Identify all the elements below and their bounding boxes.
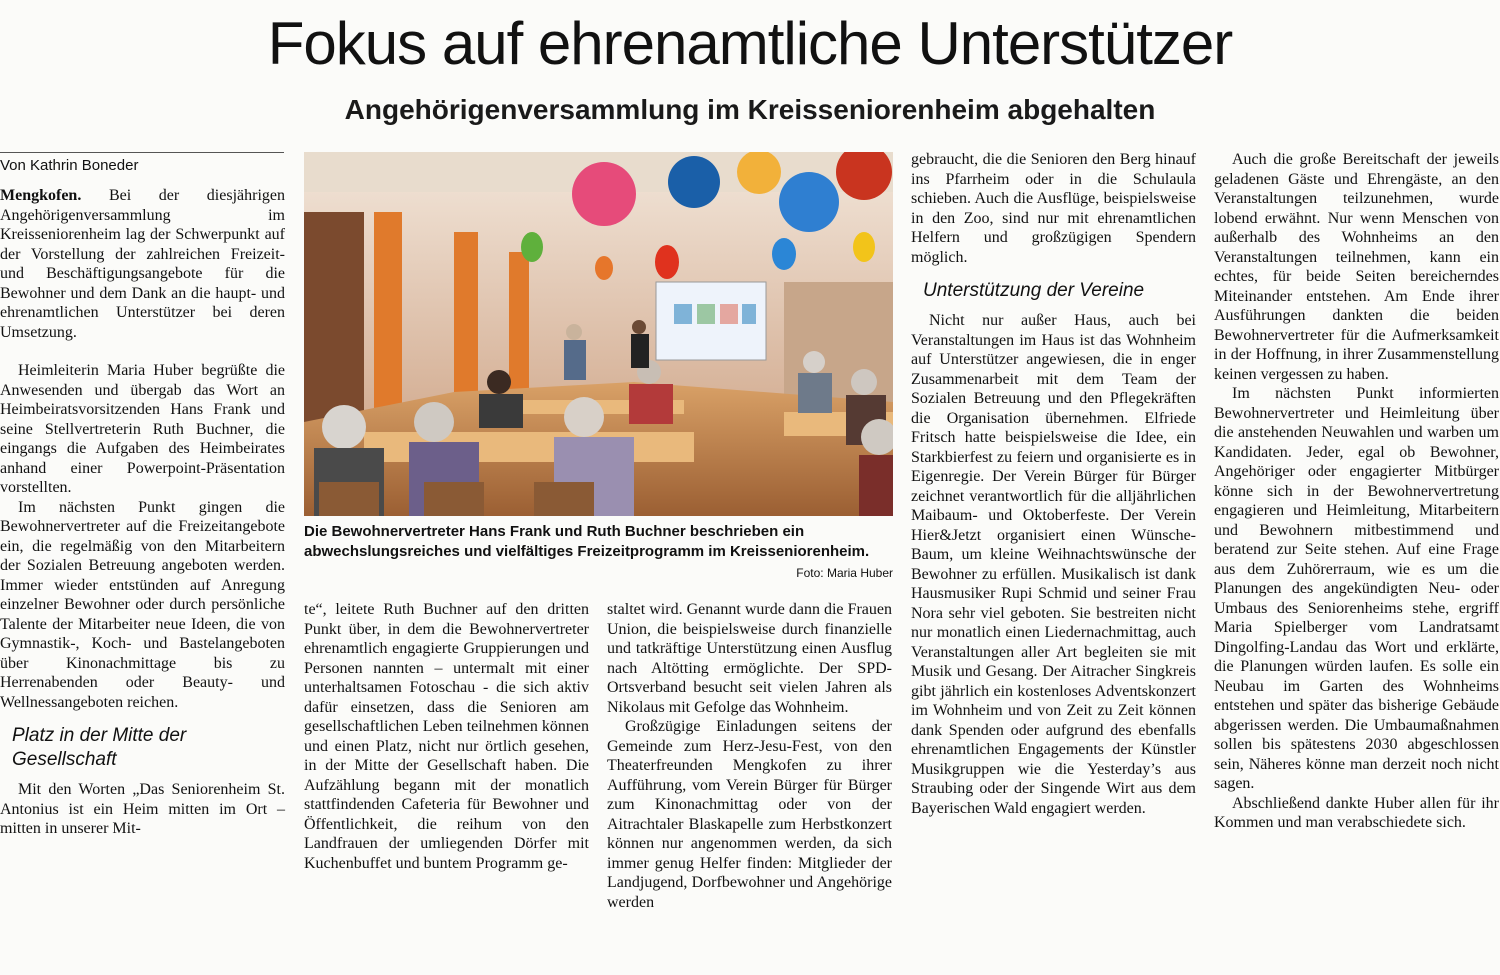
- paragraph: staltet wird. Genannt wurde dann die Frauen Union, die beispielsweise durch finanzielle und tatkräftige Unterstützung einen Ausflug nach Altötting ermöglichte. Der SPD-Ortsverband besucht seit vielen Jahren als Nikolaus mit Gefolge das Wohnheim.: [607, 601, 892, 716]
- author-rule: [0, 152, 284, 153]
- speaker-head: [632, 320, 646, 334]
- lead-paragraph: [0, 186, 285, 342]
- column-5: [1214, 150, 1499, 833]
- paragraph: Im nächsten Punkt informierten Bewohnervertreter und Heimleitung über die anstehenden Neuwahlen und warben um Kandidaten. Jeder, egal ob Bewohner, Angehöriger oder engagierter Mitbürger könne sich in der Bewohnervertretung engagieren und Heimleitung, Mitarbeitern und Bewohnern mitbestimmend und beratend zur Seite stehen. Auf eine Frage aus dem Zuhörerraum, wie es um die Planungen des angekündigten Neu- oder Umbaus des Seniorenheims stehe, ergriff Maria Spielberger vom Landratsamt Dingolfing-Landau das Wort und erklärte, die Planungen würden laufen. Es solle ein Neubau im Garten des Wohnheims entstehen und später das bisherige Gebäude abgerissen werden. Die Umbaumaßnahmen sollen bis spätestens 2030 abgeschlossen sein, Näheres könne man derzeit noch nicht sagen.: [1214, 385, 1499, 792]
- balloon: [595, 256, 613, 280]
- guest-head: [487, 370, 511, 394]
- subheadline: Angehörigenversammlung im Kreisseniorenheim abgehalten: [344, 94, 1156, 125]
- paragraph: Auch die große Bereitschaft der jeweils geladenen Gäste und Ehrengäste, an den Veranstaltungen teilzunehmen, wurde lobend erwähnt. Nur wenn Menschen von außerhalb des Wohnheims an den Veranstaltungen teilnehmen, kann ein echtes, für beide Seiten bereicherndes Miteinander entstehen. Am Ende ihrer Ausführungen dankten die beiden Bewohnervertreter für die Aufmerksamkeit in der Hoffnung, in ihrer Zusammenstellung keinen vergessen zu haben.: [1214, 151, 1499, 383]
- guest-head: [322, 405, 366, 449]
- paragraph: Mit den Worten „Das Seniorenheim St. Antonius ist ein Heim mitten im Ort – mitten in unserer Mit-: [0, 781, 285, 837]
- balloon: [772, 238, 796, 270]
- dateline: Mengkofen.: [0, 187, 82, 204]
- paragraph: Großzügige Einladungen seitens der Gemeinde zum Herz-Jesu-Fest, von den Theaterfreunden Mengkofen zu ihrer Aufführung, vom Verein Bürger für Bürger zum Kinonachmittag oder von der Aitrachtaler Blaskapelle zum Herbstkonzert können nur angenommen werden, da sich immer genug Helfer finden: Mitglieder der Landjugend, Dorfbewohner und Angehörige werden: [607, 718, 892, 911]
- speaker-body: [564, 340, 586, 380]
- chair: [424, 482, 484, 516]
- section-heading: Unterstützung der Vereine: [923, 280, 1145, 301]
- column-3: [607, 600, 892, 912]
- speaker-body: [631, 334, 649, 368]
- guest-head: [564, 397, 604, 437]
- section-heading: Platz in der Mitte der Gesellschaft: [12, 725, 187, 770]
- byline: Von Kathrin Boneder: [0, 157, 139, 174]
- article-photo: [304, 152, 893, 516]
- photo-credit: Foto: Maria Huber: [796, 566, 893, 580]
- paragraph: Abschließend dankte Huber allen für ihr Kommen und man verabschiedete sich.: [1214, 794, 1499, 831]
- guest-head: [414, 402, 454, 442]
- paragraph: te“, leitete Ruth Buchner auf den dritten Punkt über, in dem die Bewohnervertreter ehrenamtlich engagierte Gruppierungen und Personen nannten – untermalt mit einer unterhaltsamen Fotoschau - die sich aktiv dafür einsetzen, dass die Senioren am gesellschaftlichen Leben teilnehmen können und einen Platz, nicht nur örtlich gesehen, in der Mitte der Gesellschaft haben. Die Aufzählung begann mit der monatlich stattfindenden Cafeteria für Bewohner und Öffentlichkeit, die reihum von den Landfrauen der umliegenden Dörfer mit Kuchenbuffet und buntem Programm ge-: [304, 601, 589, 872]
- chair: [534, 482, 594, 516]
- headline: Fokus auf ehrenamtliche Unterstützer: [267, 10, 1233, 77]
- paper-fan-decoration: [737, 152, 781, 194]
- guest-body: [798, 373, 832, 413]
- balloon: [521, 232, 543, 262]
- paper-fan-decoration: [572, 162, 636, 226]
- paper-fan-decoration: [668, 156, 720, 208]
- curtain: [374, 212, 402, 432]
- column-1: [0, 186, 285, 839]
- paragraph: Heimleiterin Maria Huber begrüßte die Anwesenden und übergab das Wort an Heimbeiratsvorsitzenden Hans Frank und seine Stellvertreterin Ruth Buchner, die eingangs die Aufgaben des Heimbeirates anhand einer Powerpoint-Präsentation vorstellten.: [0, 362, 285, 496]
- paper-fan-decoration: [779, 172, 839, 232]
- column-4: [911, 150, 1196, 818]
- balloon: [655, 245, 679, 279]
- paragraph: Nicht nur außer Haus, auch bei Veranstaltungen im Haus ist das Wohnheim auf Unterstützer angewiesen, die in enger Zusammenarbeit mit dem Team der Sozialen Betreuung und den Pflegekräften die Organisation übernehmen. Elfriede Fritsch hatte beispielsweise die Idee, ein Starkbierfest zu feiern und organisierte es in Eigenregie. Der Verein Bürger für Bürger zeichnet verantwortlich für die alljährlichen Maibaum- und Oktoberfeste. Der Verein Hier&Jetzt organisiert einen Wünsche-Baum, um kleine Weihnachtswünsche der Bewohner zu erfüllen. Musikalisch ist dank Hausmusiker Rupi Schmid und seiner Frau Nora sehr viel geboten. Sie bestreiten nicht nur monatlich einen Liedernachmittag, auch Veranstaltungen aller Art begleiten sie mit Musik und Gesang. Der Aitracher Singkreis gibt jährlich ein kostenloses Adventskonzert im Wohnheim und von Zeit zu Zeit können dank Spenden oder aufgrund des ebenfalls ehrenamtlichen Engagements der Künstler Musikgruppen wie die Yesterday’s aus Straubing oder der Singende Wirt aus dem Bayerischen Wald engagiert werden.: [911, 312, 1196, 817]
- speaker-head: [566, 324, 582, 340]
- photo-illustration: [304, 152, 893, 516]
- chair: [319, 482, 379, 516]
- guest-body: [859, 455, 893, 516]
- lead-text: Bei der diesjährigen Angehörigenversammlung im Kreisseniorenheim lag der Schwerpunkt auf der Vorstellung der zahlreichen Freizeit- und Beschäftigungsangebote für die Bewohner und dem Dank an die haupt- und ehrenamtlichen Unterstützer bei deren Umsetzung.: [0, 187, 285, 341]
- balloon: [853, 232, 875, 262]
- guest-body: [629, 384, 673, 424]
- guest-body: [479, 394, 523, 428]
- guest-head: [851, 369, 877, 395]
- guest-head: [803, 351, 825, 373]
- column-2: [304, 600, 589, 873]
- photo-caption: Die Bewohnervertreter Hans Frank und Ruth Buchner beschrieben ein abwechslungsreiches und vielfältiges Freizeitprogramm im Kreisseniorenheim.: [304, 523, 870, 560]
- paragraph: gebraucht, die die Senioren den Berg hinauf ins Pfarrheim oder in die Schulaula schieben. Auch die Ausflüge, beispielsweise in den Zoo, sind nur mit ehrenamtlichen Helfern und großzügigen Spendern möglich.: [911, 151, 1196, 266]
- paragraph: Im nächsten Punkt gingen die Bewohnervertreter auf die Freizeitangebote ein, die regelmäßig von den Mitarbeitern der Sozialen Betreuung angeboten werden. Immer wieder entstünden auf Anregung einzelner Bewohner oder durch persönliche Talente der Mitarbeiter neue Ideen, die von Gymnastik-, Koch- und Bastelangeboten über Kinonachmittage bis zu Herrenabenden oder Beauty- und Wellnessangeboten reichen.: [0, 498, 285, 711]
